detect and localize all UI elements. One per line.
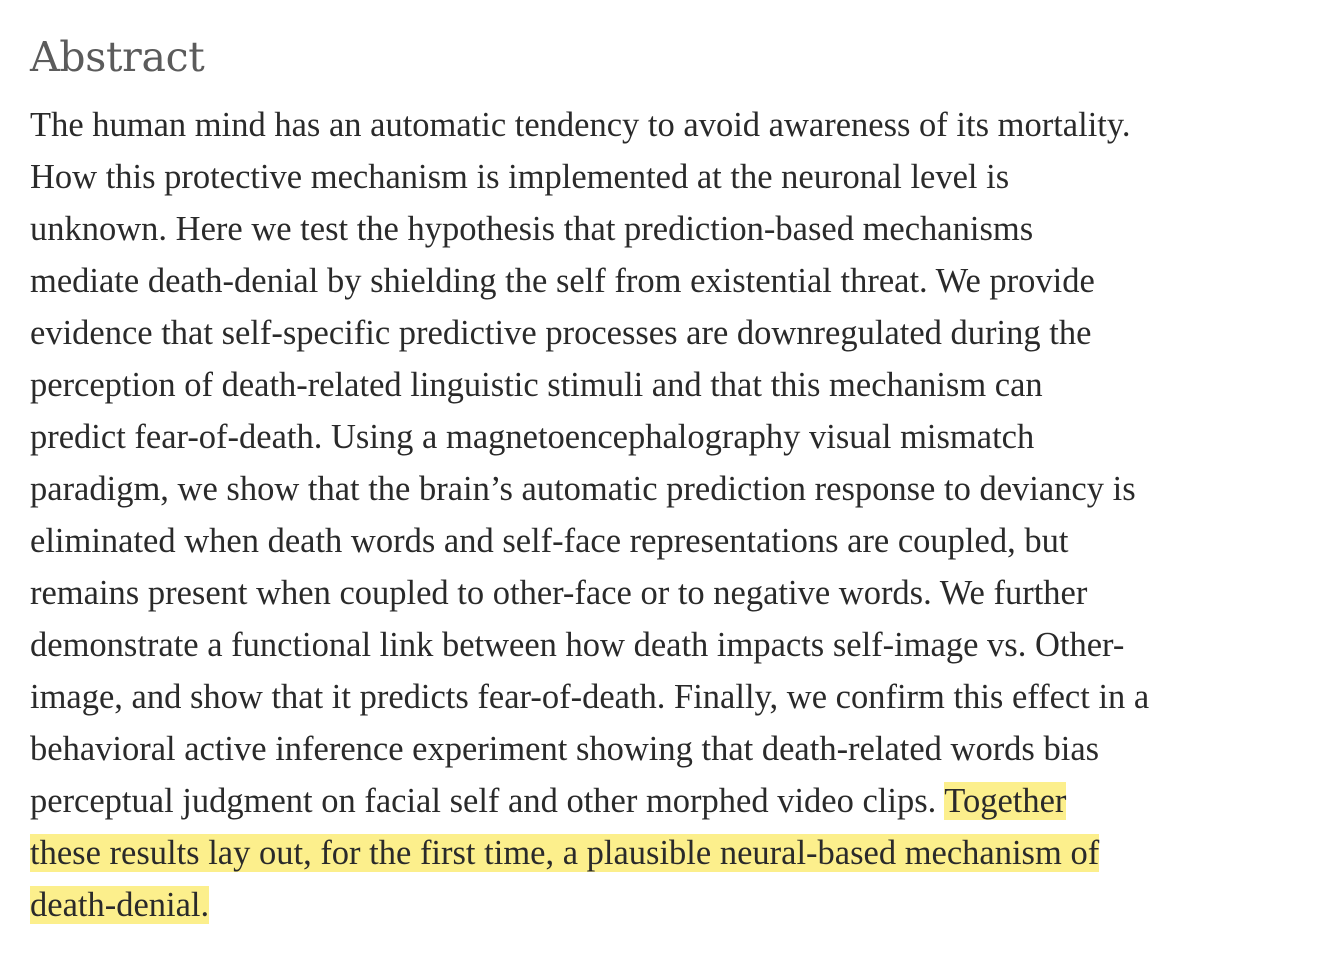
abstract-line: mediate death-denial by shielding the self from existential threat. We provide: [30, 262, 1095, 300]
abstract-line: remains present when coupled to other-face or to negative words. We further: [30, 574, 1088, 612]
abstract-line-highlighted: [30, 827, 1305, 879]
abstract-line: demonstrate a functional link between how death impacts self-image vs. Other-: [30, 626, 1125, 664]
abstract-body: [30, 99, 1305, 931]
abstract-line-mixed: [30, 775, 1305, 827]
abstract-line: The human mind has an automatic tendency to avoid awareness of its mortality.: [30, 106, 1131, 144]
abstract-line: paradigm, we show that the brain’s automatic prediction response to deviancy is: [30, 470, 1136, 508]
highlighted-text: Together: [944, 782, 1067, 820]
abstract-heading: Abstract: [30, 33, 205, 81]
abstract-line: How this protective mechanism is implemented at the neuronal level is: [30, 158, 1010, 196]
abstract-line: behavioral active inference experiment showing that death-related words bias: [30, 730, 1100, 768]
abstract-line-plain-part: perceptual judgment on facial self and other morphed video clips.: [30, 782, 945, 820]
abstract-line-highlighted: [30, 879, 1305, 931]
highlighted-text: these results lay out, for the first time, a plausible neural-based mechanism of: [30, 834, 1100, 872]
highlighted-text: death-denial.: [30, 886, 210, 924]
abstract-line: image, and show that it predicts fear-of-death. Finally, we confirm this effect in a: [30, 678, 1150, 716]
abstract-section: [30, 28, 1305, 931]
abstract-line: eliminated when death words and self-face representations are coupled, but: [30, 522, 1069, 560]
abstract-line: perception of death-related linguistic stimuli and that this mechanism can: [30, 366, 1043, 404]
abstract-line: unknown. Here we test the hypothesis that prediction-based mechanisms: [30, 210, 1034, 248]
abstract-line: evidence that self-specific predictive processes are downregulated during the: [30, 314, 1092, 352]
abstract-line: predict fear-of-death. Using a magnetoencephalography visual mismatch: [30, 418, 1035, 456]
